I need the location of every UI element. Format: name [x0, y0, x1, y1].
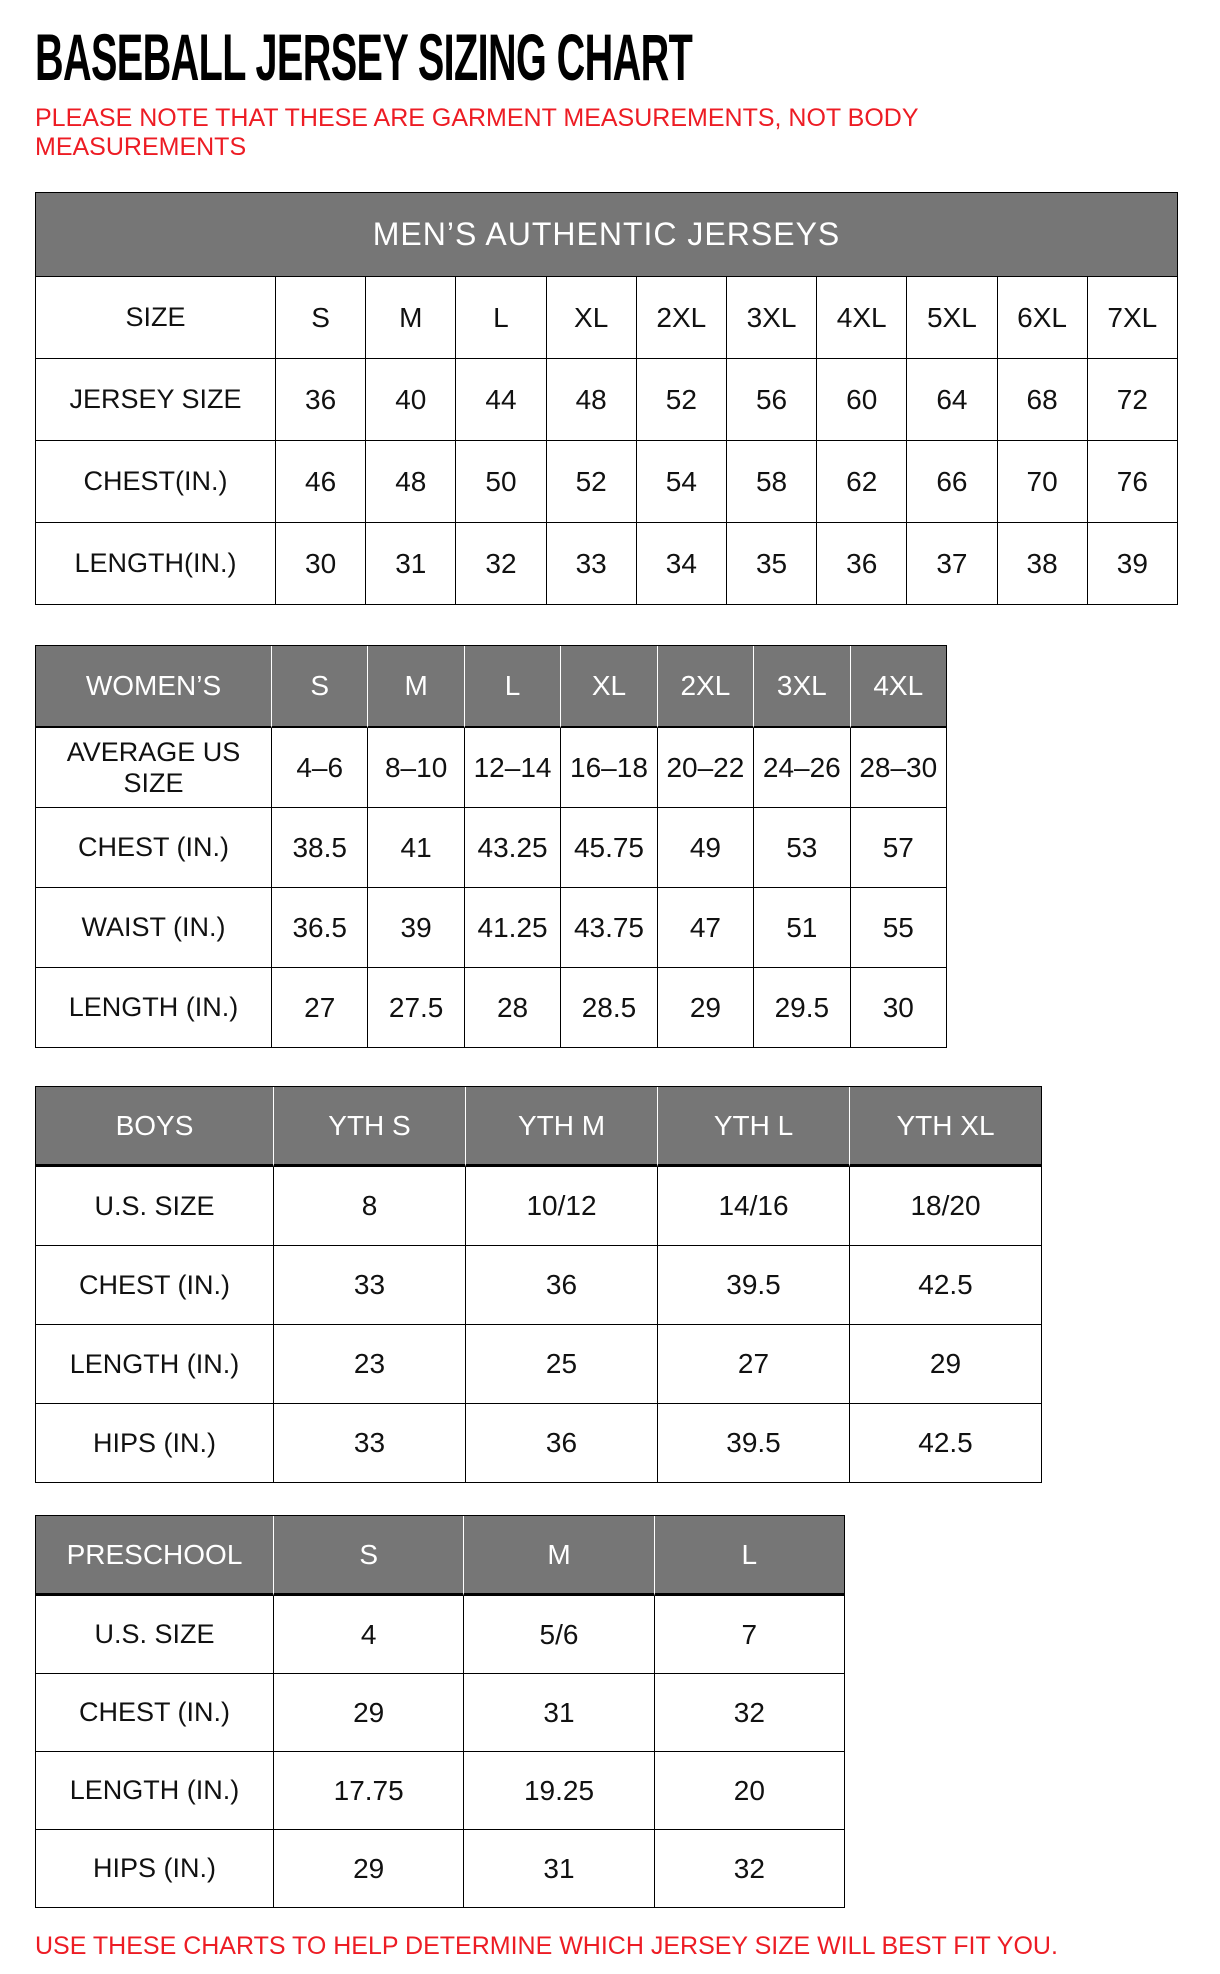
garment-measurement-note: PLEASE NOTE THAT THESE ARE GARMENT MEASUREMENTS, NOT BODY MEASUREMENTS	[35, 104, 919, 161]
boys-value-cell: 39.5	[658, 1246, 850, 1325]
preschool-value-cell: 31	[464, 1674, 654, 1752]
mens-value-cell: 50	[456, 441, 546, 523]
preschool-value-cell: 32	[655, 1830, 845, 1908]
mens-value-cell: 36	[817, 523, 907, 605]
womens-table-row	[36, 728, 947, 808]
womens-row-label: LENGTH (IN.)	[36, 968, 272, 1048]
preschool-value-cell: 31	[464, 1830, 654, 1908]
boys-header-label: BOYS	[36, 1087, 274, 1167]
mens-value-cell: 3XL	[727, 277, 817, 359]
preschool-value-cell: 7	[655, 1596, 845, 1674]
womens-value-cell: 41	[368, 808, 464, 888]
boys-value-cell: 33	[274, 1246, 466, 1325]
mens-value-cell: 7XL	[1088, 277, 1178, 359]
womens-value-cell: 43.25	[465, 808, 561, 888]
mens-value-cell: 37	[907, 523, 997, 605]
boys-row-label: LENGTH (IN.)	[36, 1325, 274, 1404]
mens-table-row	[36, 359, 1178, 441]
mens-table-row	[36, 441, 1178, 523]
womens-value-cell: 29.5	[754, 968, 850, 1048]
preschool-size-header-cell: L	[655, 1516, 845, 1596]
mens-value-cell: 6XL	[998, 277, 1088, 359]
preschool-header-label: PRESCHOOL	[36, 1516, 274, 1596]
womens-size-header-cell: L	[465, 646, 561, 728]
preschool-size-header-cell: S	[274, 1516, 464, 1596]
womens-value-cell: 38.5	[272, 808, 368, 888]
preschool-table-row	[36, 1752, 845, 1830]
mens-value-cell: 66	[907, 441, 997, 523]
mens-value-cell: M	[366, 277, 456, 359]
womens-value-cell: 12–14	[465, 728, 561, 808]
mens-value-cell: 5XL	[907, 277, 997, 359]
preschool-value-cell: 20	[655, 1752, 845, 1830]
mens-value-cell: 36	[276, 359, 366, 441]
womens-value-cell: 36.5	[272, 888, 368, 968]
womens-value-cell: 53	[754, 808, 850, 888]
womens-size-header-cell: S	[272, 646, 368, 728]
mens-value-cell: 38	[998, 523, 1088, 605]
womens-row-label: WAIST (IN.)	[36, 888, 272, 968]
preschool-table-row	[36, 1830, 845, 1908]
boys-value-cell: 25	[466, 1325, 658, 1404]
preschool-value-cell: 5/6	[464, 1596, 654, 1674]
mens-value-cell: 72	[1088, 359, 1178, 441]
mens-value-cell: 32	[456, 523, 546, 605]
mens-table-row	[36, 277, 1178, 359]
preschool-row-label: LENGTH (IN.)	[36, 1752, 274, 1830]
boys-value-cell: 36	[466, 1246, 658, 1325]
boys-value-cell: 18/20	[850, 1167, 1042, 1246]
womens-size-header-cell: XL	[561, 646, 657, 728]
mens-value-cell: 48	[366, 441, 456, 523]
preschool-sizing-table	[35, 1515, 845, 1908]
mens-value-cell: 44	[456, 359, 546, 441]
mens-value-cell: 52	[547, 441, 637, 523]
womens-row-label: AVERAGE US SIZE	[36, 728, 272, 808]
fit-advice-note: USE THESE CHARTS TO HELP DETERMINE WHICH JERSEY SIZE WILL BEST FIT YOU.	[35, 1932, 1058, 1960]
womens-value-cell: 28–30	[851, 728, 947, 808]
boys-value-cell: 14/16	[658, 1167, 850, 1246]
mens-value-cell: 68	[998, 359, 1088, 441]
mens-value-cell: 48	[547, 359, 637, 441]
boys-value-cell: 33	[274, 1404, 466, 1483]
womens-value-cell: 55	[851, 888, 947, 968]
mens-value-cell: 56	[727, 359, 817, 441]
mens-value-cell: 76	[1088, 441, 1178, 523]
boys-row-label: HIPS (IN.)	[36, 1404, 274, 1483]
womens-value-cell: 28.5	[561, 968, 657, 1048]
womens-value-cell: 51	[754, 888, 850, 968]
boys-table-row	[36, 1325, 1042, 1404]
boys-value-cell: 42.5	[850, 1246, 1042, 1325]
womens-size-header-cell: M	[368, 646, 464, 728]
womens-table-row	[36, 968, 947, 1048]
boys-size-header-cell: YTH M	[466, 1087, 658, 1167]
womens-value-cell: 39	[368, 888, 464, 968]
preschool-value-cell: 17.75	[274, 1752, 464, 1830]
boys-value-cell: 39.5	[658, 1404, 850, 1483]
boys-size-header-cell: YTH XL	[850, 1087, 1042, 1167]
boys-table-row	[36, 1246, 1042, 1325]
womens-value-cell: 45.75	[561, 808, 657, 888]
mens-value-cell: S	[276, 277, 366, 359]
womens-size-header-cell: 2XL	[658, 646, 754, 728]
boys-row-label: CHEST (IN.)	[36, 1246, 274, 1325]
boys-value-cell: 42.5	[850, 1404, 1042, 1483]
womens-value-cell: 27	[272, 968, 368, 1048]
womens-value-cell: 16–18	[561, 728, 657, 808]
womens-size-header-cell: 3XL	[754, 646, 850, 728]
mens-value-cell: 60	[817, 359, 907, 441]
womens-value-cell: 43.75	[561, 888, 657, 968]
womens-table-row	[36, 888, 947, 968]
mens-value-cell: L	[456, 277, 546, 359]
preschool-row-label: HIPS (IN.)	[36, 1830, 274, 1908]
boys-sizing-table	[35, 1086, 1042, 1483]
mens-table-row	[36, 523, 1178, 605]
mens-value-cell: 40	[366, 359, 456, 441]
preschool-table-row	[36, 1674, 845, 1752]
preschool-value-cell: 29	[274, 1674, 464, 1752]
preschool-table-row	[36, 1596, 845, 1674]
womens-value-cell: 8–10	[368, 728, 464, 808]
mens-value-cell: 2XL	[637, 277, 727, 359]
preschool-row-label: CHEST (IN.)	[36, 1674, 274, 1752]
boys-value-cell: 27	[658, 1325, 850, 1404]
womens-row-label: CHEST (IN.)	[36, 808, 272, 888]
mens-row-label: SIZE	[36, 277, 276, 359]
preschool-value-cell: 19.25	[464, 1752, 654, 1830]
womens-value-cell: 24–26	[754, 728, 850, 808]
womens-value-cell: 27.5	[368, 968, 464, 1048]
womens-value-cell: 28	[465, 968, 561, 1048]
mens-row-label: CHEST(IN.)	[36, 441, 276, 523]
mens-row-label: JERSEY SIZE	[36, 359, 276, 441]
boys-value-cell: 8	[274, 1167, 466, 1246]
preschool-value-cell: 32	[655, 1674, 845, 1752]
mens-value-cell: 70	[998, 441, 1088, 523]
mens-value-cell: 39	[1088, 523, 1178, 605]
womens-value-cell: 29	[658, 968, 754, 1048]
mens-value-cell: 35	[727, 523, 817, 605]
boys-value-cell: 36	[466, 1404, 658, 1483]
womens-value-cell: 30	[851, 968, 947, 1048]
mens-value-cell: 64	[907, 359, 997, 441]
boys-value-cell: 10/12	[466, 1167, 658, 1246]
womens-value-cell: 20–22	[658, 728, 754, 808]
mens-value-cell: 31	[366, 523, 456, 605]
womens-value-cell: 49	[658, 808, 754, 888]
womens-table-row	[36, 808, 947, 888]
mens-value-cell: XL	[547, 277, 637, 359]
womens-value-cell: 57	[851, 808, 947, 888]
womens-header-label: WOMEN’S	[36, 646, 272, 728]
preschool-value-cell: 29	[274, 1830, 464, 1908]
mens-sizing-table	[35, 192, 1178, 605]
womens-size-header-cell: 4XL	[851, 646, 947, 728]
boys-size-header-cell: YTH S	[274, 1087, 466, 1167]
womens-sizing-table	[35, 645, 947, 1048]
mens-row-label: LENGTH(IN.)	[36, 523, 276, 605]
mens-value-cell: 62	[817, 441, 907, 523]
mens-value-cell: 34	[637, 523, 727, 605]
boys-table-row	[36, 1167, 1042, 1246]
mens-value-cell: 4XL	[817, 277, 907, 359]
mens-value-cell: 30	[276, 523, 366, 605]
womens-value-cell: 47	[658, 888, 754, 968]
page-title	[35, 22, 1220, 94]
preschool-size-header-cell: M	[464, 1516, 654, 1596]
boys-value-cell: 29	[850, 1325, 1042, 1404]
mens-value-cell: 52	[637, 359, 727, 441]
page-title-text: BASEBALL JERSEY SIZING CHART	[35, 20, 693, 94]
boys-table-row	[36, 1404, 1042, 1483]
preschool-row-label: U.S. SIZE	[36, 1596, 274, 1674]
womens-value-cell: 4–6	[272, 728, 368, 808]
boys-row-label: U.S. SIZE	[36, 1167, 274, 1246]
mens-table-banner: MEN’S AUTHENTIC JERSEYS	[36, 193, 1178, 277]
boys-value-cell: 23	[274, 1325, 466, 1404]
boys-size-header-cell: YTH L	[658, 1087, 850, 1167]
mens-value-cell: 46	[276, 441, 366, 523]
mens-value-cell: 33	[547, 523, 637, 605]
womens-value-cell: 41.25	[465, 888, 561, 968]
mens-value-cell: 58	[727, 441, 817, 523]
mens-value-cell: 54	[637, 441, 727, 523]
preschool-value-cell: 4	[274, 1596, 464, 1674]
